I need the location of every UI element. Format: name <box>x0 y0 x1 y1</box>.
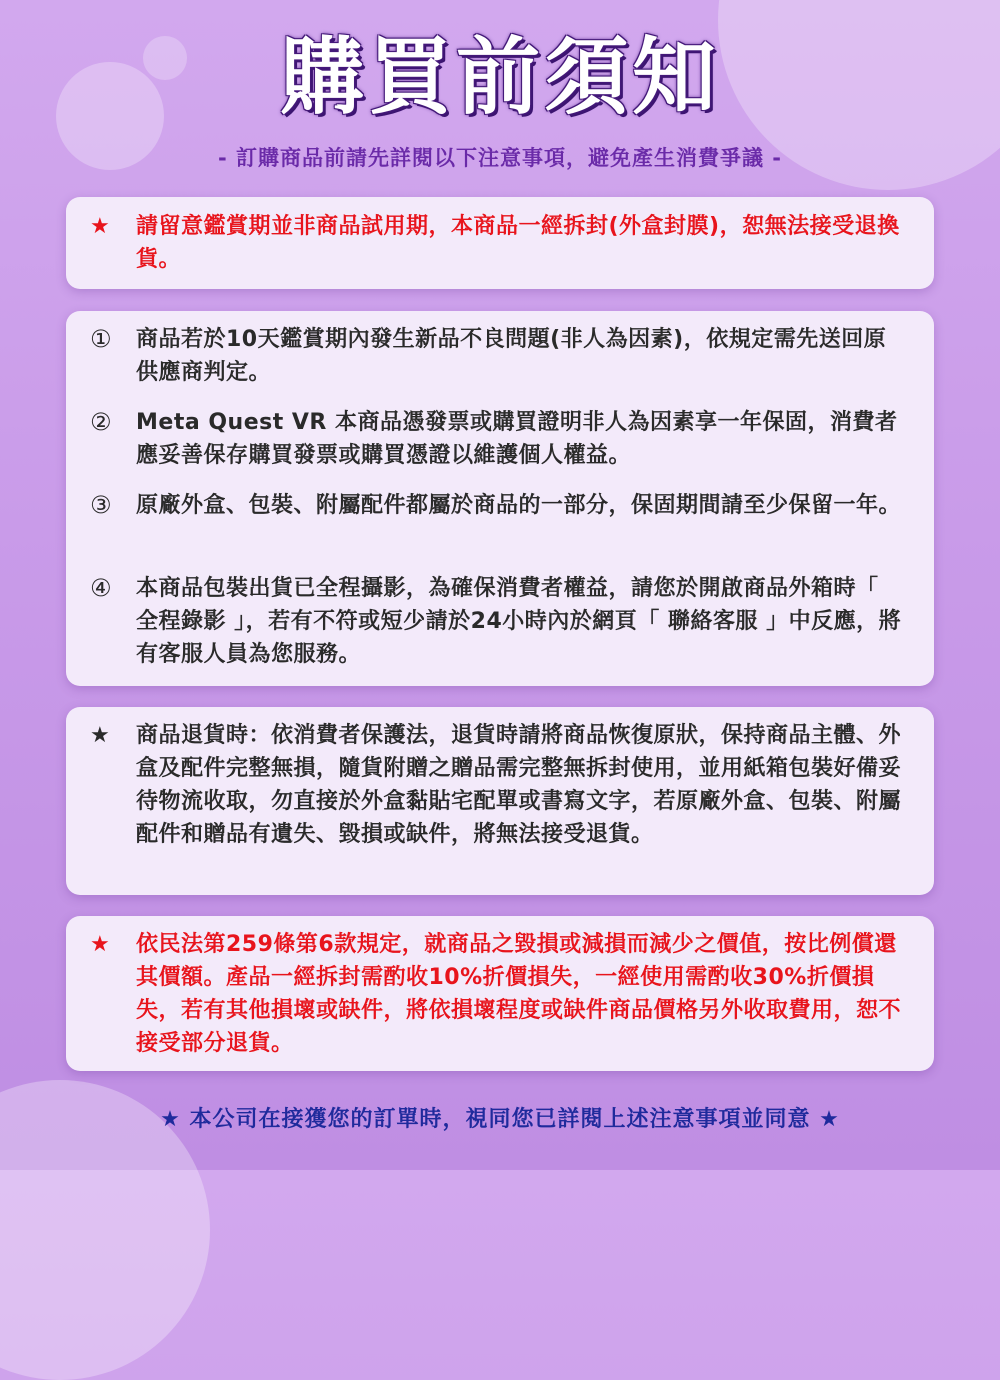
numbered-notice-2 <box>90 406 908 472</box>
opening-notice-text: 請留意鑑賞期並非商品試用期，本商品一經拆封(外盒封膜)，恕無法接受退換貨。 <box>136 214 900 272</box>
circled-number-3-icon: ③ <box>90 491 113 519</box>
numbered-notice-2-text: Meta Quest VR 本商品憑發票或購買證明非人為因素享一年保固，消費者應妥善保存購買發票或購買憑證以維護個人權益。 <box>136 410 898 468</box>
notice-panel-return-policy <box>66 707 934 895</box>
notice-panel-opening <box>66 197 934 289</box>
numbered-notice-3 <box>90 489 908 522</box>
circled-number-1-icon: ① <box>90 325 113 353</box>
star-icon: ★ <box>90 723 111 748</box>
star-icon: ★ <box>90 932 111 957</box>
numbered-notice-1 <box>90 323 908 389</box>
notice-panel-numbered <box>66 311 934 686</box>
civil-law-text: 依民法第259條第6款規定，就商品之毀損或減損而減少之價值，按比例償還其價額。產品一經拆封需酌收10%折價損失，一經使用需酌收30%折價損失，若有其他損壞或缺件，將依損壞程度或缺件商品價格另外收取費用，恕不接受部分退貨。 <box>136 932 902 1056</box>
civil-law-notice <box>90 928 908 1060</box>
numbered-notice-4 <box>90 572 908 671</box>
page-title: 購買前須知 <box>279 28 720 126</box>
return-policy-text: 商品退貨時：依消費者保護法，退貨時請將商品恢復原狀，保持商品主體、外盒及配件完整無損，隨貨附贈之贈品需完整無拆封使用，並用紙箱包裝好備妥待物流收取，勿直接於外盒黏貼宅配單或書寫文字，若原廠外盒、包裝、附屬配件和贈品有遺失、毀損或缺件，將無法接受退貨。 <box>136 723 902 847</box>
notice-panel-civil-law <box>66 916 934 1071</box>
numbered-notice-3-text: 原廠外盒、包裝、附屬配件都屬於商品的一部分，保固期間請至少保留一年。 <box>136 493 902 518</box>
star-icon: ★ <box>819 1107 840 1132</box>
numbered-notice-1-text: 商品若於10天鑑賞期內發生新品不良問題(非人為因素)，依規定需先送回原供應商判定。 <box>136 327 887 385</box>
numbered-notice-4-text: 本商品包裝出貨已全程攝影，為確保消費者權益，請您於開啟商品外箱時「 全程錄影 」，若有不符或短少請於24小時內於網頁「 聯絡客服 」中反應，將有客服人員為您服務。 <box>136 576 902 667</box>
page-subtitle: - 訂購商品前請先詳閱以下注意事項，避免產生消費爭議 - <box>217 146 783 170</box>
footer-agreement <box>0 1100 1000 1140</box>
circled-number-4-icon: ④ <box>90 574 113 602</box>
star-icon: ★ <box>160 1107 181 1132</box>
return-policy-notice <box>90 719 908 851</box>
circled-number-2-icon: ② <box>90 408 113 436</box>
footer-agreement-text: 本公司在接獲您的訂單時，視同您已詳閱上述注意事項並同意 <box>189 1107 811 1132</box>
star-icon: ★ <box>90 214 111 239</box>
opening-notice <box>90 210 908 276</box>
